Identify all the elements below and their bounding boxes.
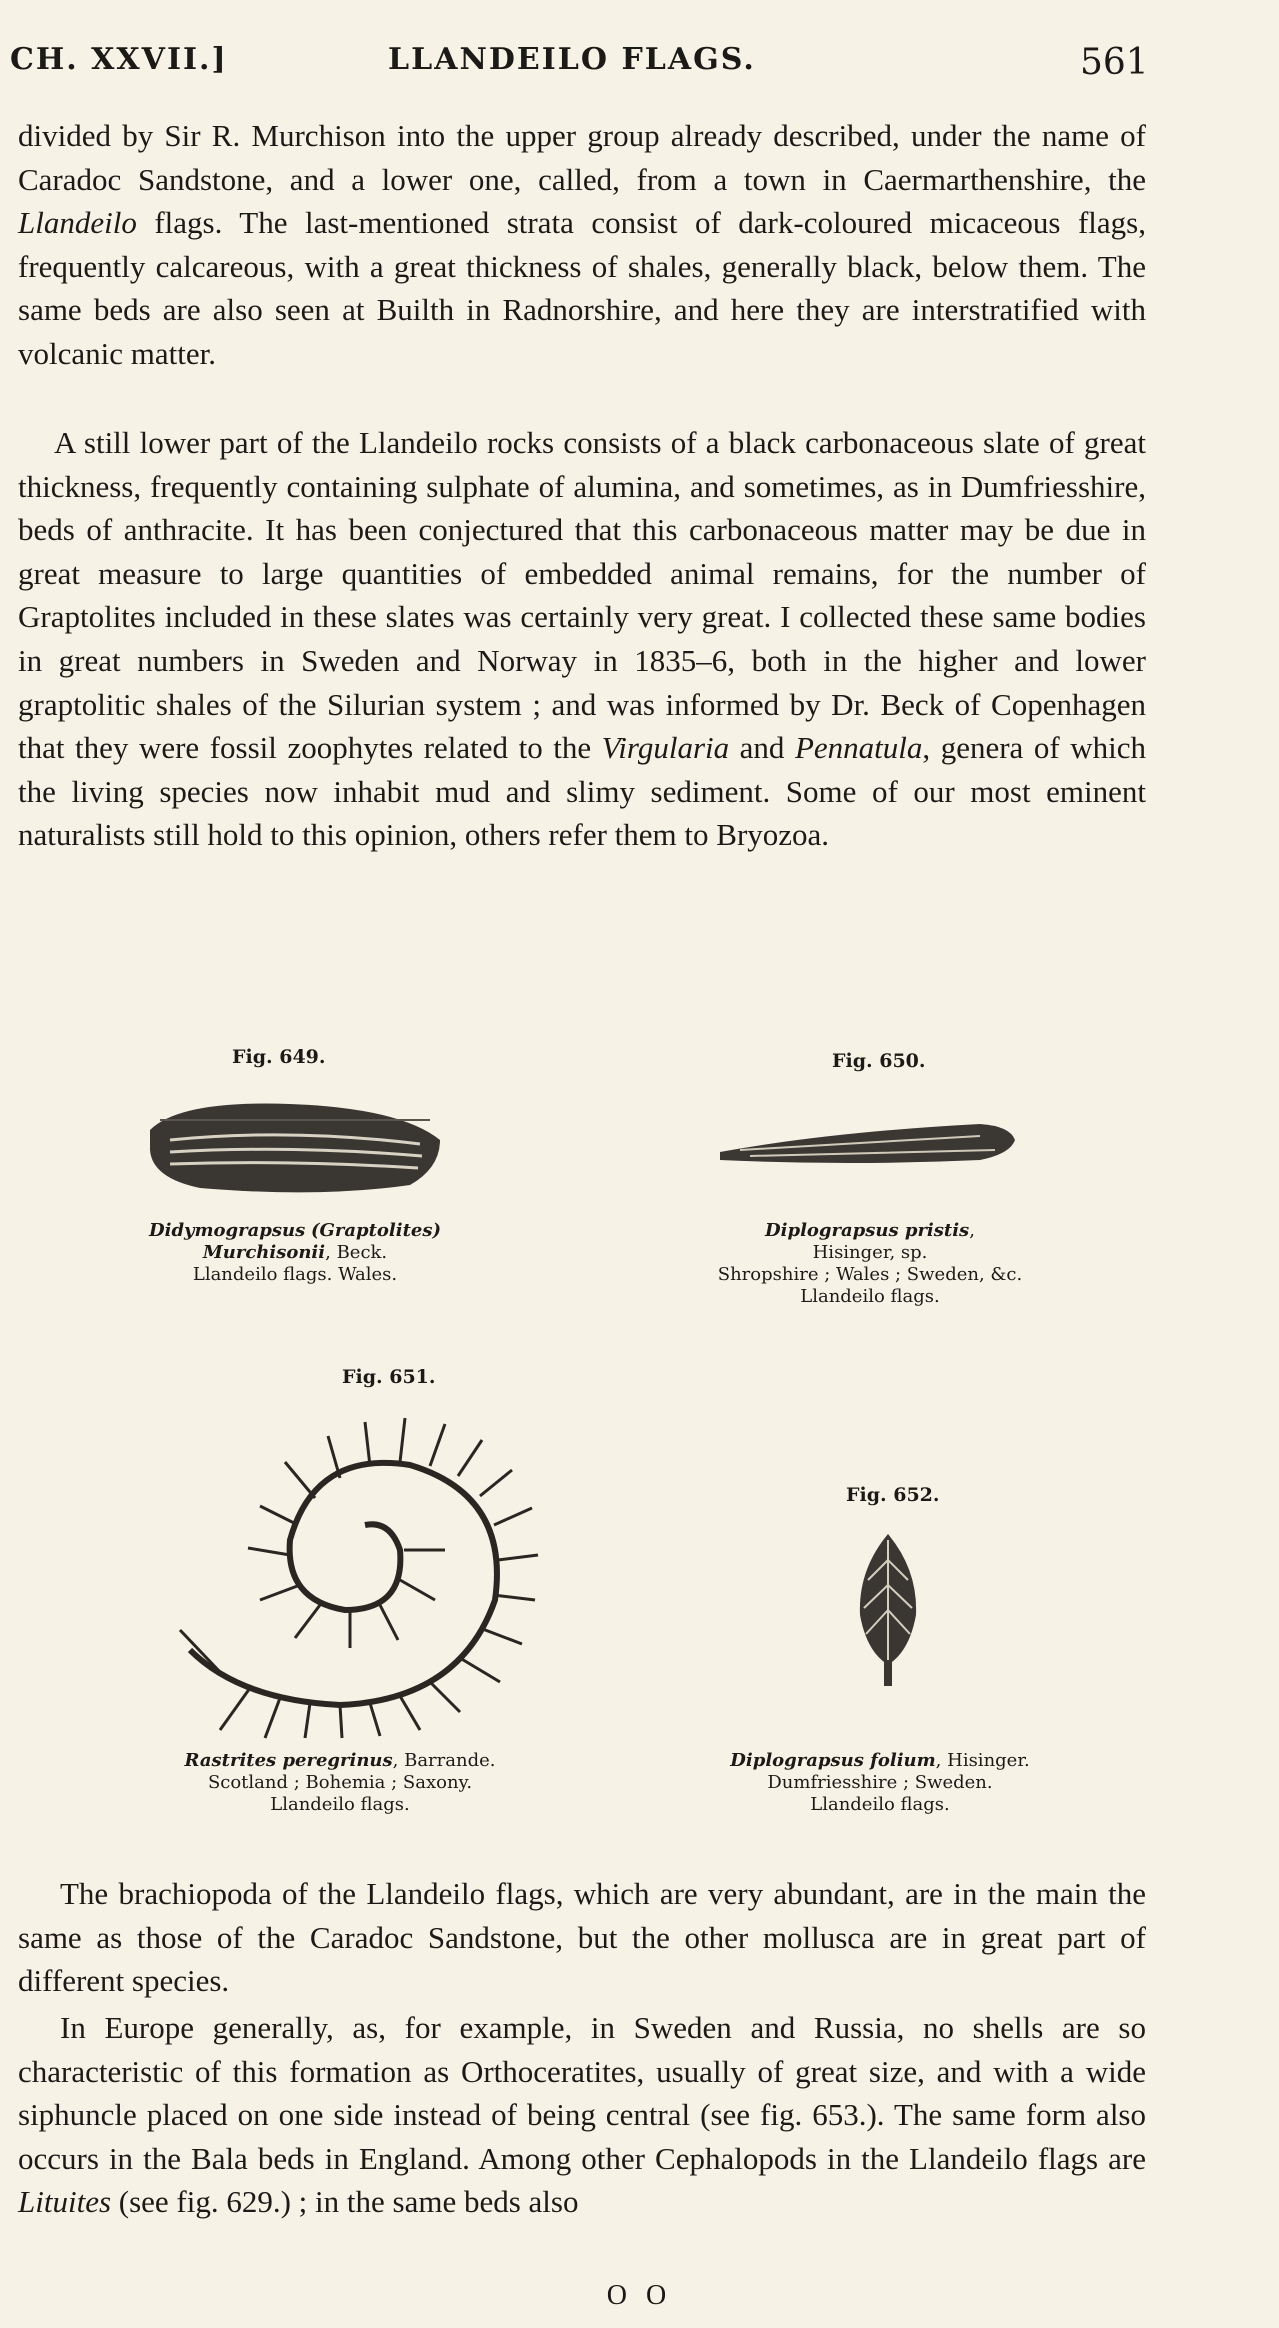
fig-650-locality: Shropshire ; Wales ; Sweden, &c. [717,1264,1023,1285]
fig-649-label: Fig. 649. [232,1046,326,1068]
paragraph-1 [18,114,1146,376]
fig-650-illustration [710,1110,1020,1170]
fig-650-formation: Llandeilo flags. [800,1286,940,1307]
fig-650-label: Fig. 650. [832,1050,926,1072]
fig-650-caption: Diplograpsus pristis, Hisinger, sp. Shropshire ; Wales ; Sweden, &c. Llandeilo flags. [690,1220,1050,1308]
chapter-label: CH. XXVII.] [10,42,228,77]
paragraph-3 [18,1872,1146,2003]
fig-652-formation: Llandeilo flags. [810,1794,950,1815]
fig-651-illustration [160,1400,550,1740]
paragraph-4-segment-3: (see fig. 629.) ; in the same beds also [111,2184,579,2220]
running-title: LLANDEILO FLAGS. [388,42,756,77]
fig-649-author: , Beck. [325,1242,388,1263]
running-header [0,42,1279,88]
paragraph-3-segment-1: The brachiopoda of the Llandeilo flags, which are very abundant, are in the main the same as those of the Caradoc Sandstone, but the other mollusca are in great part of different species. [18,1876,1146,1999]
fig-651-formation: Llandeilo flags. [270,1794,410,1815]
fig-649-species: Didymograpsus [149,1220,306,1241]
paragraph-1-segment-1: divided by Sir R. Murchison into the upper group already described, under the name of Caradoc Sandstone, and a lower one, called, from a town in Caermarthenshire, the [18,118,1146,197]
paragraph-2-segment-2: Virgularia [601,730,730,766]
fig-652-label: Fig. 652. [846,1484,940,1506]
fig-652-author: , Hisinger. [935,1750,1030,1771]
paragraph-2 [18,421,1146,857]
page-number: 561 [1080,42,1149,83]
fig-651-label: Fig. 651. [342,1366,436,1388]
paragraph-2-segment-5: , genera of which the living species now inhabit mud and slimy sediment. Some of our most eminent naturalists still hold to this opinion, others refer them to Bryozoa. [18,730,1146,853]
fig-651-locality: Scotland ; Bohemia ; Saxony. [207,1772,473,1793]
fig-651-caption [120,1750,560,1816]
signature-mark: O O [606,2280,673,2311]
fig-651-author: , Barrande. [392,1750,496,1771]
paragraph-2-segment-1: A still lower part of the Llandeilo rocks consists of a black carbonaceous slate of great thickness, frequently containing sulphate of alumina, and sometimes, as in Dumfriesshire, beds of anthracite. It has been conjectured that this carbonaceous matter may be due in great measure to large quantities of embedded animal remains, for the number of Graptolites included in these slates was certainly very great. I collected these same bodies in great numbers in Sweden and Norway in 1835–6, both in the higher and lower graptolitic shales of the Silurian system ; and was informed by Dr. Beck of Copenhagen that they were fossil zoophytes related to the [18,425,1146,766]
fig-649-species2: Murchisonii [202,1242,326,1263]
fig-652-species: Diplograpsus folium [730,1750,936,1771]
fig-652-illustration [848,1530,928,1690]
paragraph-2-segment-3: and [729,730,795,766]
fig-652-locality: Dumfriesshire ; Sweden. [767,1772,993,1793]
fig-651-species: Rastrites peregrinus [184,1750,393,1771]
paragraph-1-segment-3: flags. The last-mentioned strata consist of dark-coloured micaceous flags, frequently calcareous, with a great thickness of shales, generally black, below them. The same beds are also seen at Builth in Radnorshire, and here they are interstratified with volcanic matter. [18,205,1146,371]
paragraph-4-segment-2: Lituites [18,2184,112,2220]
fig-650-author: Hisinger, sp. [812,1242,928,1263]
fig-649-caption [80,1220,510,1286]
paragraph-4 [18,2006,1146,2224]
paragraph-1-segment-2: Llandeilo [18,205,137,241]
fig-649-illustration [140,1090,450,1200]
fig-649-locality: Llandeilo flags. Wales. [192,1264,398,1285]
paragraph-2-segment-4: Pennatula [794,730,923,766]
fig-652-caption [680,1750,1080,1816]
fig-650-species: Diplograpsus pristis [765,1220,970,1241]
fig-649-genus-alt: (Graptolites) [310,1220,441,1241]
paragraph-4-segment-1: In Europe generally, as, for example, in Sweden and Russia, no shells are so characteristic of this formation as Orthoceratites, usually of great size, and with a wide siphuncle placed on one side instead of being central (see fig. 653.). The same form also occurs in the Bala beds in England. Among other Cephalopods in the Llandeilo flags are [18,2010,1146,2176]
